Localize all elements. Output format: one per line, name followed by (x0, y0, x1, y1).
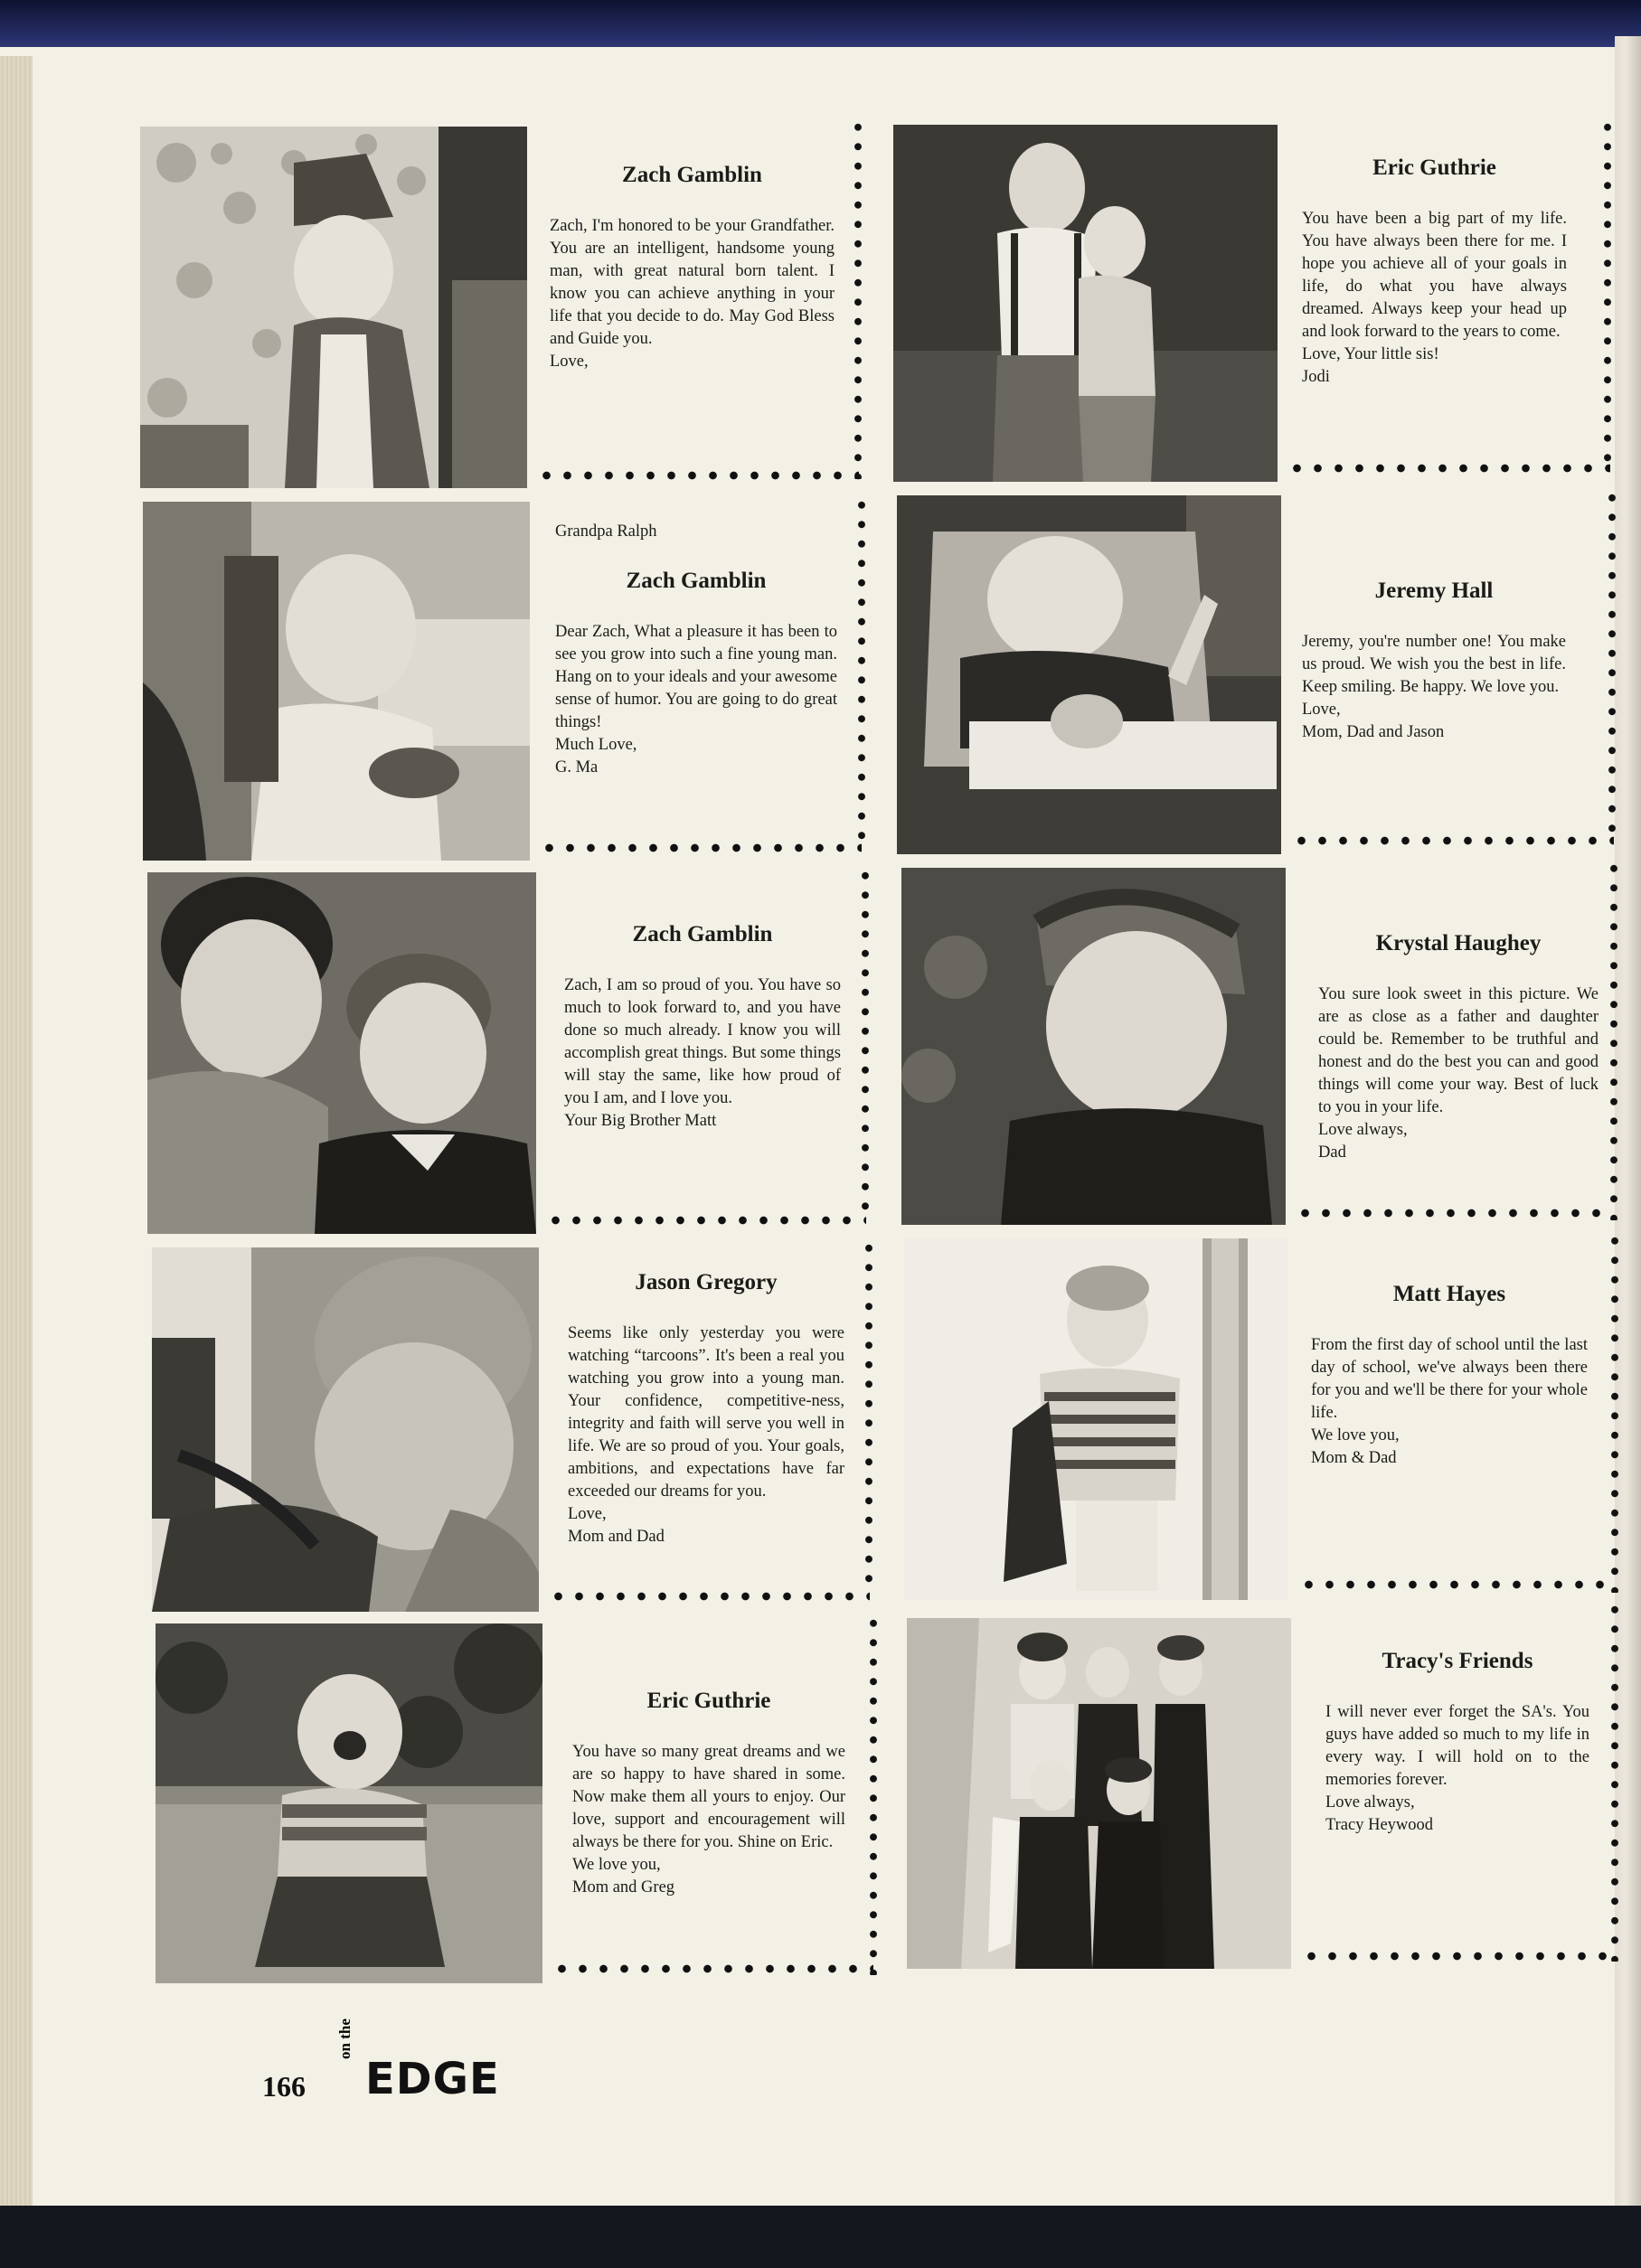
page-stack-edge (0, 56, 33, 2207)
entry-jason-gregory (568, 1270, 844, 1548)
entry-jeremy-hall (1302, 579, 1566, 744)
entry-message: Zach, I'm honored to be your Grandfather. You are an intelligent, handsome young man, with great natural born talent. I know you can achieve anything in your life that you decide to do. May God Bless and Guide you. (550, 216, 835, 348)
photo-toddler-table (143, 502, 530, 861)
entry-signature: Love always, (1325, 1793, 1415, 1812)
entry-signature: We love you, (1311, 1426, 1400, 1445)
entry-message: I will never ever forget the SA's. You guys have added so much to my life in every way. I will hold on to the memories forever. (1325, 1702, 1589, 1789)
dotted-border-horizontal (1287, 463, 1610, 474)
page-number: 166 (262, 2070, 306, 2103)
entry-title: Zach Gamblin (626, 569, 767, 593)
entry-zach-gamblin-3 (564, 922, 841, 1133)
entry-signature: Love, (1302, 700, 1341, 719)
dotted-border-vertical (1610, 1231, 1619, 1593)
dotted-border-horizontal (1291, 835, 1614, 846)
entry-tracys-friends (1325, 1649, 1589, 1837)
dotted-border-vertical (1608, 488, 1617, 841)
logo-small-text: on the (336, 2019, 354, 2059)
entry-signature: Mom and Greg (572, 1877, 675, 1896)
photo-baby-highchair (897, 495, 1281, 854)
entry-signature: Jodi (1302, 367, 1330, 386)
entry-signature: Tracy Heywood (1325, 1815, 1434, 1834)
photo-five-girls (907, 1618, 1291, 1969)
photo-two-brothers (147, 872, 536, 1234)
entry-signature: Love, (550, 352, 589, 371)
edge-logo (336, 2019, 523, 2106)
entry-signature: Mom, Dad and Jason (1302, 722, 1445, 741)
photo-laughing-toddler (156, 1623, 542, 1983)
scan-bottom-edge (0, 2206, 1641, 2268)
entry-message: You have been a big part of my life. You have always been there for me. I hope you achieve all of your goals in life, do what you have always dreamed. Always keep your head up and look forward to the years to come. (1302, 209, 1567, 341)
entry-signature: Dad (1318, 1143, 1346, 1162)
dotted-border-horizontal (1301, 1951, 1611, 1962)
entry-signature: Love, (568, 1504, 607, 1523)
entry-matt-hayes (1311, 1282, 1588, 1470)
entry-signature: Mom and Dad (568, 1527, 665, 1546)
entry-title: Eric Guthrie (646, 1689, 771, 1713)
dotted-border-horizontal (536, 470, 859, 481)
entry-krystal-haughey (1318, 931, 1599, 1164)
entry-title: Matt Hayes (1392, 1282, 1506, 1306)
dotted-border-horizontal (552, 1963, 873, 1974)
entry-message: Zach, I am so proud of you. You have so much to look forward to, and you have done so much already. I know you will accomplish great things. But some things will stay the same, like how proud of you I am, and I love you. (564, 975, 841, 1107)
entry-signature: Love always, (1318, 1120, 1408, 1139)
entry-eric-guthrie-2 (572, 1689, 845, 1899)
dotted-border-horizontal (1298, 1579, 1611, 1590)
dotted-border-vertical (1603, 118, 1612, 470)
logo-large-text: EDGE (365, 2054, 500, 2104)
entry-title: Jason Gregory (635, 1270, 778, 1294)
entry-title: Krystal Haughey (1375, 931, 1542, 955)
entry-zach-gamblin-2 (555, 522, 837, 779)
dotted-border-horizontal (1295, 1208, 1613, 1219)
entry-preface: Grandpa Ralph (555, 522, 657, 541)
dotted-border-horizontal (545, 1215, 866, 1226)
photo-toddler-hat (140, 127, 527, 488)
entry-signature: G. Ma (555, 758, 599, 776)
entry-zach-gamblin-1 (550, 163, 835, 373)
entry-message: Dear Zach, What a pleasure it has been to see you grow into such a fine young man. Hang on to your ideals and your awesome sense of humor. You are going to do great things! (555, 622, 837, 731)
entry-title: Tracy's Friends (1382, 1649, 1533, 1673)
entry-title: Eric Guthrie (1372, 155, 1496, 180)
photo-toddler-cap (901, 868, 1286, 1225)
entry-title: Zach Gamblin (622, 163, 762, 187)
entry-eric-guthrie-1 (1302, 155, 1567, 389)
dotted-border-vertical (1609, 859, 1618, 1220)
dotted-border-horizontal (539, 842, 862, 853)
dotted-border-horizontal (548, 1591, 870, 1602)
dotted-border-vertical (854, 118, 863, 479)
entry-signature: Love, Your little sis! (1302, 344, 1439, 363)
entry-signature: Your Big Brother Matt (564, 1111, 717, 1130)
photo-boy-and-sister (893, 125, 1278, 482)
entry-title: Zach Gamblin (632, 922, 773, 946)
dotted-border-vertical (857, 495, 866, 848)
entry-message: Seems like only yesterday you were watching “tarcoons”. It's been a real you watching you grow into a young man. Your confidence, competitive-ness, integrity and faith will serve you well in life. We are so proud of you. Your goals, ambitions, and expectations have far exceeded our dreams for you. (568, 1323, 844, 1501)
entry-message: You sure look sweet in this picture. We are as close as a father and daughter could be. Remember to be truthful and honest and do the best you can and good things will come your way. Best of luck to you in your life. (1318, 984, 1599, 1116)
entry-signature: Mom & Dad (1311, 1448, 1397, 1467)
dotted-border-vertical (869, 1614, 878, 1975)
entry-message: From the first day of school until the last day of school, we've always been there for you and we'll be there for your whole life. (1311, 1335, 1588, 1422)
photo-boy-striped-shirt (904, 1238, 1288, 1600)
dotted-border-vertical (1610, 1600, 1619, 1962)
dotted-border-vertical (864, 1238, 873, 1591)
entry-signature: Much Love, (555, 735, 637, 754)
entry-message: Jeremy, you're number one! You make us proud. We wish you the best in life. Keep smiling. Be happy. We love you. (1302, 632, 1566, 696)
entry-message: You have so many great dreams and we are so happy to have shared in some. Now make them all yours to enjoy. Our love, support and encouragement will always be there for you. Shine on Eric. (572, 1742, 845, 1851)
entry-title: Jeremy Hall (1374, 579, 1494, 603)
dotted-border-vertical (861, 866, 870, 1219)
entry-signature: We love you, (572, 1855, 661, 1874)
photo-boy-car (152, 1247, 539, 1612)
